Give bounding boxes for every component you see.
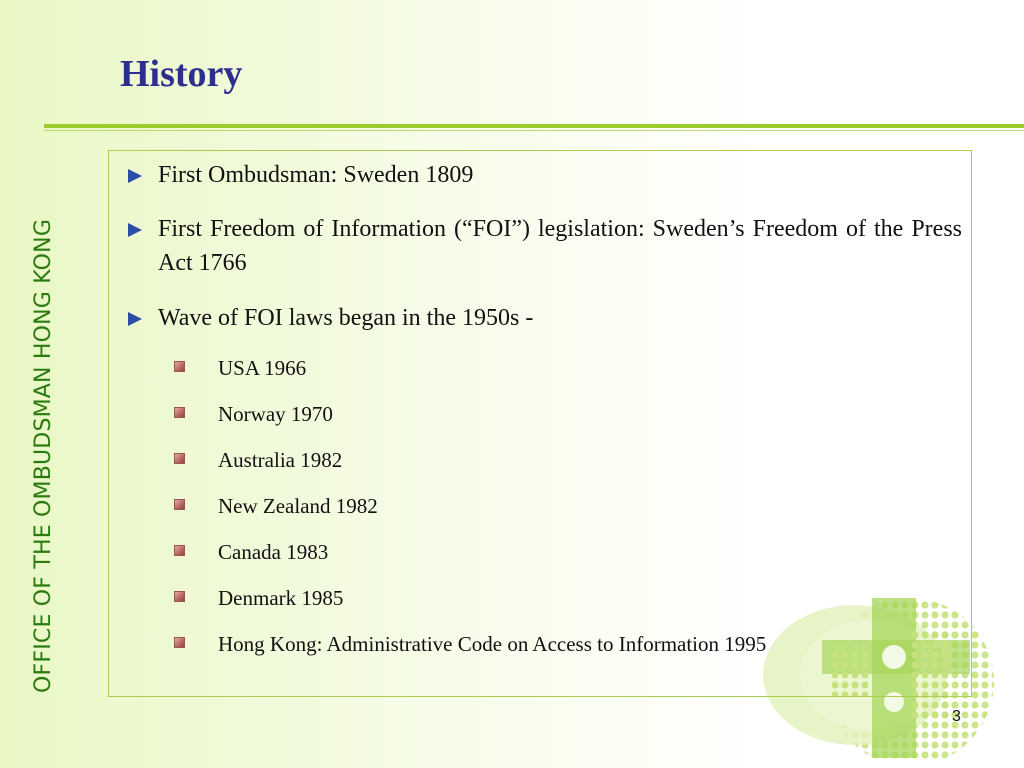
square-icon	[174, 545, 185, 556]
bullet-item	[128, 301, 962, 335]
sub-bullet-item	[174, 355, 954, 381]
header-divider-thin	[44, 130, 1024, 131]
page-number: 3	[952, 708, 961, 725]
sub-bullet-text: Hong Kong: Administrative Code on Access to Information 1995	[218, 632, 767, 656]
sub-bullet-text: Denmark 1985	[218, 586, 344, 610]
triangle-arrow-icon	[128, 169, 142, 183]
bullet-text: First Freedom of Information (“FOI”) legislation: Sweden’s Freedom of the Press Act 1766	[158, 216, 962, 276]
sub-bullet-text: Australia 1982	[218, 448, 343, 472]
side-label: OFFICE OF THE OMBUDSMAN HONG KONG	[31, 218, 56, 693]
square-icon	[174, 361, 185, 372]
sub-bullet-item	[174, 447, 954, 473]
square-icon	[174, 591, 185, 602]
sub-bullet-item	[174, 539, 954, 565]
sub-bullet-item	[174, 401, 954, 427]
sub-bullet-text: New Zealand 1982	[218, 494, 378, 518]
bullet-text: First Ombudsman: Sweden 1809	[158, 162, 474, 188]
sub-bullet-text: USA 1966	[218, 356, 307, 380]
bullet-item	[128, 212, 962, 280]
sub-bullet-text: Canada 1983	[218, 540, 329, 564]
square-icon	[174, 499, 185, 510]
sub-bullet-item	[174, 585, 954, 611]
sub-bullet-text: Norway 1970	[218, 402, 333, 426]
triangle-arrow-icon	[128, 223, 142, 237]
sub-bullet-item	[174, 631, 954, 657]
bullet-text: Wave of FOI laws began in the 1950s -	[158, 305, 534, 331]
sub-bullet-item	[174, 493, 954, 519]
triangle-arrow-icon	[128, 312, 142, 326]
square-icon	[174, 407, 185, 418]
slide-title: History	[120, 53, 243, 95]
square-icon	[174, 453, 185, 464]
square-icon	[174, 637, 185, 648]
header-divider	[44, 124, 1024, 128]
bullet-item	[128, 158, 962, 192]
